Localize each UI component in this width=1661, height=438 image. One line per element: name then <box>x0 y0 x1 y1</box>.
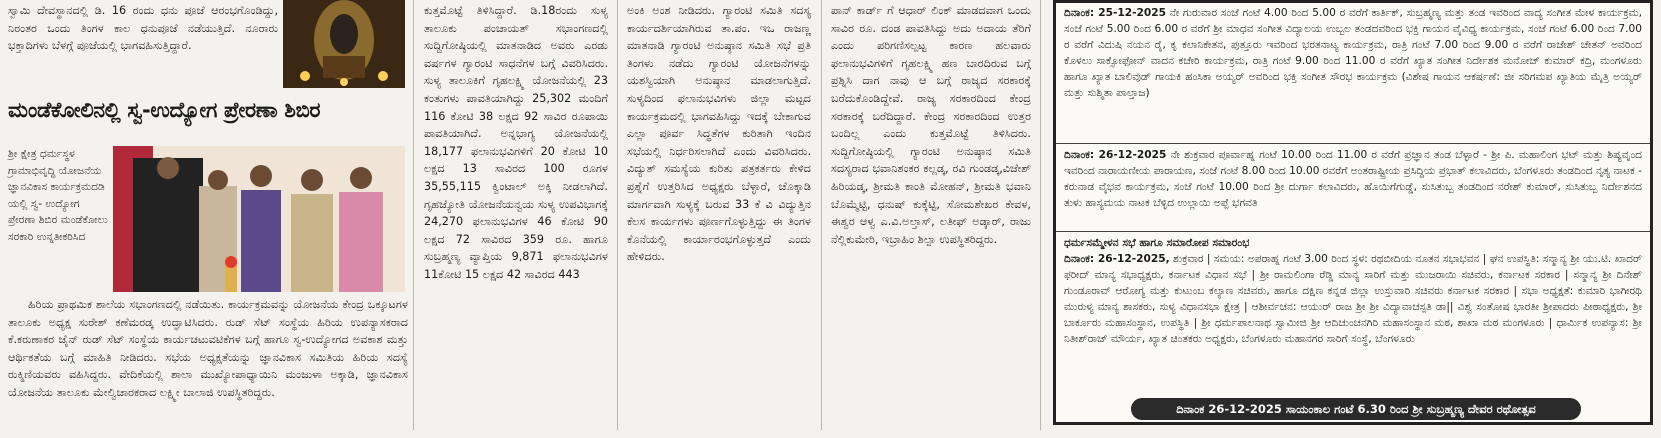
event-schedule-box <box>1053 0 1653 425</box>
schedule-day-2 <box>1064 147 1642 211</box>
ceremony-date: ದಿನಾಂಕ: 26-12-2025, <box>1064 253 1170 265</box>
article-column-4: ಪಾನ್ ಕಾರ್ಡ್ ಗೆ ಆಧಾರ್ ಲಿಂಕ್ ಮಾಡದವಾಗ ಒಂದು ಸಾವಿರ ರೂ. ದಂಡ ಪಾವತಿಸಿದ್ದು ಅದು ಅದಾಯ ತೆರಿಗೆ ಎಂದು ಪರಿಗಣಿಸಲ್ಪಟ್ಟ ಕಾರಣ ಹಲವಾರು ಫಲಾನುಭವಿಗಳಿಗೆ ಗೃಹಲಕ್ಷ್ಮಿ ಹಣ ಬಾರದಿರುವ ಬಗ್ಗೆ ಪ್ರಶ್ನಿಸಿ ದಾಗ ನಾವು ಆ ಬಗ್ಗೆ ರಾಜ್ಯದ ಸರಕಾರಕ್ಕೆ ಬರೆದುಕೊಂಡಿದ್ದೇವೆ. ರಾಜ್ಯ ಸರಕಾರದಿಂದ ಕೇಂದ್ರ ಸರಕಾರಕ್ಕೆ ಬರೆದಿದ್ದಾರೆ. ಕೇಂದ್ರ ಸರಕಾರದಿಂದ ಉತ್ತರ ಬಂದಿಲ್ಲ ಎಂದು ಕುತ್ತಮೊಟ್ಟೆ ತಿಳಿಸಿದರು. ಸುದ್ದಿಗೋಷ್ಠಿಯಲ್ಲಿ ಗ್ಯಾರಂಟಿ ಅನುಷ್ಠಾನ ಸಮಿತಿ ಸದಸ್ಯರಾದ ಭವಾನಿಶಂಕರ ಕಲ್ಲಡ್ಕ, ರವಿ ಗುಂಡಡ್ಕ,ವಿಜೇಶ್ ಹಿರಿಯಡ್ಕ, ಶ್ರೀಮತಿ ಕಾಂತಿ ಮೋಹನ್, ಶ್ರೀಮತಿ ಭವಾನಿ ಬೊಮ್ಮೆಟ್ಟಿ, ಧನುಷ್ ಕುಕ್ಕೆಟ್ಟಿ, ಸೋಮಶೇಖರ ಕೇವಳ, ಈಶ್ವರ ಆಳ್ವ ಎ.ವಿ.ಅಲ್ತಾಸ್, ಲತೀಫ್ ಅಡ್ಕಾರ್, ರಾಜು ನೆಲ್ಲಿಕುಮೇರಿ, ಇಬ್ರಾಹಿಂ ಶಿಲ್ಪಾ ಉಪಸ್ಥಿತರಿದ್ದರು. <box>831 4 1031 246</box>
ceremony-text: ಶುಕ್ರವಾರ | ಸಮಯ: ಅಪರಾಹ್ನ ಗಂಟೆ 3.00 ರಿಂದ ಸ್ಥಳ: ರಥಬೀದಿಯ ನೂತನ ಸಭಾಭವನ | ಘನ ಉಪಸ್ಥಿತಿ: ಸನ್ಮಾನ್ಯ ಶ್ರೀ ಯು.ಟಿ. ಖಾದರ್ ಫರೀದ್ ಮಾನ್ಯ ಸಭಾಧ್ಯಕ್ಷರು, ಕರ್ನಾಟಕ ವಿಧಾನ ಸಭೆ | ಶ್ರೀ ರಾಮಲಿಂಗಾ ರೆಡ್ಡಿ ಮಾನ್ಯ ಸಾರಿಗೆ ಮತ್ತು ಮುಜರಾಯಿ ಸಚಿವರು, ಕರ್ನಾಟಕ ಸರಕಾರ | ಸನ್ಮಾನ್ಯ ಶ್ರೀ ದಿನೇಶ್ ಗುಂಡೂರಾವ್ ಆರೋಗ್ಯ ಮತ್ತು ಕುಟುಂಬ ಕಲ್ಯಾಣ ಸಚಿವರು, ಹಾಗೂ ದಕ್ಷಿಣ ಕನ್ನಡ ಜಿಲ್ಲಾ ಉಸ್ತುವಾರಿ ಸಚಿವರು ಕರ್ನಾಟಕ ಸರಕಾರ | ಸಭಾ ಅಧ್ಯಕ್ಷತೆ: ಕುಮಾರಿ ಭಾಗೀರಥಿ ಮುರುಳ್ಯ ಮಾನ್ಯ ಶಾಸಕರು, ಸುಳ್ಯ ವಿಧಾನಸಭಾ ಕ್ಷೇತ್ರ | ಆಶೀರ್ವಚನ: ಆಯುರ್ ರಾಜ ಶ್ರೀ ಶ್ರೀ ವಿದ್ಯಾವಾಚಸ್ಪತಿ ಡಾ|| ವಿಶ್ವ ಸಂತೋಷ ಭಾರತೀ ಶ್ರೀಪಾದರು ಪೀಠಾಧ್ಯಕ್ಷರು, ಶ್ರೀ ಬಾರ್ಕೂರು ಮಹಾಸಂಸ್ಥಾನ, ಉಪಸ್ಥಿತಿ | ಶ್ರೀ ಧರ್ಮಪಾಲನಾಥ ಸ್ವಾಮೀಜಿ ಶ್ರೀ ಆದಿಚುಂಚನಗಿರಿ ಮಹಾಸಂಸ್ಥಾನ ಮಠ, ಶಾಖಾ ಮಠ ಮಂಗಳೂರು | ಧಾರ್ಮಿಕ ಉಪನ್ಯಾಸ: ಶ್ರೀ ನಿತೀಶ್‌ರಾಜ್ ಮೌರ್ಯ, ಖ್ಯಾತ ಚಿಂತಕರು ಅಧ್ಯಕ್ಷರು, ಬೆಂಗಳೂರು ಮಹಾನಗರ ಸಾರಿಗೆ ಸಂಸ್ಥೆ, ಬೆಂಗಳೂರು <box>1064 253 1642 345</box>
column-divider <box>821 0 822 430</box>
ceremony-heading: ಧರ್ಮಸಮ್ಮೇಳನ ಸಭೆ ಹಾಗೂ ಸಮಾರೋಪ ಸಮಾರಂಭ <box>1064 237 1250 249</box>
article-column-3: ಅಂಕಿ ಅಂಶ ನೀಡಿದರು. ಗ್ಯಾರಂಟಿ ಸಮಿತಿ ಸದಸ್ಯ ಕಾರ್ಯದರ್ಶಿಯಾಗಿರುವ ತಾ.ಪಂ. ಇಒ ರಾಜಣ್ಣ ಮಾತನಾಡಿ ಗ್ಯಾರಂಟಿ ಅನುಷ್ಠಾನ ಸಮಿತಿ ಸಭೆ ಪ್ರತಿ ತಿಂಗಳು ನಡೆದು ಗ್ಯಾರಂಟಿ ಯೋಜನೆಗಳನ್ನು ಯಶಸ್ವಿಯಾಗಿ ಅನುಷ್ಠಾನ ಮಾಡಲಾಗುತ್ತಿದೆ. ಸುಳ್ಯದಿಂದ ಫಲಾನುಭವಿಗಳು ಜಿಲ್ಲಾ ಮಟ್ಟದ ಕಾರ್ಯಕ್ರಮದಲ್ಲಿ ಭಾಗವಹಿಸಿದ್ದು ಇದಕ್ಕೆ ಬೇಕಾಗುವ ಎಲ್ಲಾ ಪೂರ್ವ ಸಿದ್ಧತೆಗಳ ಕುರಿತಾಗಿ ಇಂದಿನ ಸಭೆಯಲ್ಲಿ ನಿರ್ಧರಿಸಲಾಗಿದೆ ಎಂದು ವಿವರಿಸಿದರು. ವಿದ್ಯುತ್ ಸಮಸ್ಯೆಯ ಕುರಿತು ಪತ್ರಕರ್ತರು ಕೇಳಿದ ಪ್ರಶ್ನೆಗೆ ಉತ್ತರಿಸಿದ ಅಧ್ಯಕ್ಷರು ಬೆಳ್ಳಾರೆ, ಚೊಕ್ಕಾಡಿ ಮಾರ್ಗವಾಗಿ ಸುಳ್ಯಕ್ಕೆ ಬರುವ 33 ಕೆ ವಿ ವಿದ್ಯುತ್ತಿನ ಕೆಲಸ ಕಾರ್ಯಗಳು ಪೂರ್ಣಗೊಳ್ಳುತ್ತಿದ್ದು ಈ ತಿಂಗಳ ಕೊನೆಯಲ್ಲಿ ಕಾರ್ಯಾರಂಭಗೊಳ್ಳುತ್ತದೆ ಎಂದು ಹೇಳಿದರು. <box>627 4 811 264</box>
column-divider <box>617 0 618 430</box>
article-headline: ಮಂಡೆಕೋಲಿನಲ್ಲಿ ಸ್ವ-ಉದ್ಯೋಗ ಪ್ರೇರಣಾ ಶಿಬಿರ <box>8 98 321 122</box>
schedule-day-2-date: ದಿನಾಂಕ: 26-12-2025 <box>1064 149 1167 161</box>
schedule-day-2-text: ನೇ ಶುಕ್ರವಾರ ಪೂರ್ವಾಹ್ನ ಗಂಟೆ 10.00 ರಿಂದ 11.00 ರ ವರೆಗೆ ಪ್ರಜ್ಞಾನ ತಂಡ ಬೆಳ್ಳಾರೆ - ಶ್ರೀ ಪಿ. ಮಹಾಲಿಂಗ ಭಟ್ ಮತ್ತು ಶಿಷ್ಯವೃಂದ ಇವರಿಂದ ನಾರಾಯಣೀಯ ಪಾರಾಯಣ, ಸಂಜೆ ಗಂಟೆ 8.00 ರಿಂದ 10.00 ರವರೆಗೆ ಅಂತರಾಷ್ಟ್ರೀಯ ಪ್ರಸಿದ್ಧಿಯ ಪ್ರಭಾತ್ ಕಲಾವಿದರು, ಬೆಂಗಳೂರು ತಂಡದಿಂದ ನೃತ್ಯ ನಾಟಕ - ಕರುನಾಡ ವೈಭವ ಕಾರ್ಯಕ್ರಮ, ಸಂಜೆ ಗಂಟೆ 10.00 ರಿಂದ ಶ್ರೀ ದುರ್ಗಾ ಕಲಾವಿದರು, ಹೊಯಿಗೆಗುಡ್ಡೆ, ಸುಸಿತುಬ್ಬ ತಂಡದಿಂದ ನರೇಶ್ ಕುಮಾರ್, ಸುಸಿತುಬ್ಬ ನಿರ್ದೇಶನದ ತುಳು ಹಾಸ್ಯಮಯ ನಾಟಕ ಬೆಳ್ಳಿದ ಉಲ್ಲಾಯಿ ಅಪ್ಪೆ ಭಗವತಿ <box>1064 149 1643 209</box>
temple-photo <box>283 0 405 88</box>
article-side-text: ಶ್ರೀ ಕ್ಷೇತ್ರ ಧರ್ಮಸ್ಥಳ ಗ್ರಾಮಾಭಿವೃದ್ಧಿ ಯೋಜನೆಯ ಜ್ಞಾನವಿಕಾಸ ಕಾರ್ಯಕ್ರಮದಡಿ ಯಲ್ಲಿ ಸ್ವ- ಉದ್ಯೋಗ ಪ್ರೇರಣಾ ಶಿಬಿರ ಮಂಡೆಕೋಲು ಸರಕಾರಿ ಉನ್ನತೀಕರಿಸಿದ <box>8 148 108 243</box>
schedule-day-1 <box>1064 5 1642 101</box>
chariot-festival-banner: ದಿನಾಂಕ 26-12-2025 ಸಾಯಂಕಾಲ ಗಂಟೆ 6.30 ರಿಂದ ಶ್ರೀ ಸುಬ್ರಹ್ಮಣ್ಯ ದೇವರ ರಥೋತ್ಸವ <box>1131 398 1581 420</box>
article-column-2: ಕುತ್ತಮೊಟ್ಟೆ ತಿಳಿಸಿದ್ದಾರೆ. ಡಿ.18ರಂದು ಸುಳ್ಯ ತಾಲೂಕು ಪಂಚಾಯತ್ ಸಭಾಂಗಣದಲ್ಲಿ ಸುದ್ದಿಗೋಷ್ಠಿಯಲ್ಲಿ ಮಾತನಾಡಿದ ಅವರು ಎರಡು ವರ್ಷಗಳ ಗ್ಯಾರಂಟಿ ಸಾಧನೆಗಳ ಬಗ್ಗೆ ವಿವರಿಸಿದರು. ಸುಳ್ಯ ತಾಲೂಕಿಗೆ ಗೃಹಲಕ್ಷ್ಮಿ ಯೋಜನೆಯಲ್ಲಿ 23 ಕಂತುಗಳು ಪಾವತಿಯಾಗಿದ್ದು 25,302 ಮಂದಿಗೆ 116 ಕೋಟಿ 38 ಲಕ್ಷದ 92 ಸಾವಿರ ರೂಪಾಯಿ ಪಾವತಿಯಾಗಿದೆ. ಅನ್ನಭಾಗ್ಯ ಯೋಜನೆಯಲ್ಲಿ 18,177 ಫಲಾನುಭವಿಗಳಿಗೆ 20 ಕೋಟಿ 10 ಲಕ್ಷದ 13 ಸಾವಿರದ 100 ರೂಗಳ 35,55,115 ಕ್ವಿಂಟಾಲ್ ಅಕ್ಕಿ ನೀಡಲಾಗಿದೆ. ಗೃಹಜ್ಯೋತಿ ಯೋಜನೆಯನ್ವಯ ಸುಳ್ಯ ಉಪವಿಭಾಗಕ್ಕೆ 24,270 ಫಲಾನುಭವಿಗಳ 46 ಕೋಟಿ 90 ಲಕ್ಷದ 72 ಸಾವಿರದ 359 ರೂ. ಹಾಗೂ ಸುಬ್ರಹ್ಮಣ್ಯ ವ್ಯಾಪ್ತಿಯ 9,871 ಫಲಾನುಭವಿಗಳ 11ಕೋಟಿ 15 ಲಕ್ಷದ 42 ಸಾವಿರದ 443 <box>424 4 608 281</box>
section-divider <box>1056 231 1650 232</box>
article-intro-text: ಸ್ವಾಮಿ ದೇವಸ್ಥಾನದಲ್ಲಿ ಡಿ. 16 ರಂದು ಧನು ಪೂಜೆ ಆರಂಭಗೊಂಡಿದ್ದು, ನಿರಂತರ ಒಂದು ತಿಂಗಳ ಕಾಲ ಧನುಪೂಜೆ ನಡೆಯುತ್ತಿದೆ. ನೂರಾರು ಭಕ್ತಾದಿಗಳು ಬೆಳಗ್ಗೆ ಪೂಜೆಯಲ್ಲಿ ಭಾಗವಹಿಸುತ್ತಿದ್ದಾರೆ. <box>8 4 278 53</box>
article-body-text: ಹಿರಿಯ ಪ್ರಾಥಮಿಕ ಶಾಲೆಯ ಸಭಾಂಗಣದಲ್ಲಿ ನಡೆಯಿತು. ಕಾರ್ಯಕ್ರಮವನ್ನು ಯೋಜನೆಯ ಕೇಂದ್ರ ಒಕ್ಕೂಟಗಳ ತಾಲೂಕು ಅಧ್ಯಕ್ಷ ಸುರೇಶ್ ಕಣೆಮರಡ್ಕ ಉದ್ಘಾಟಿಸಿದರು. ರುಡ್ ಸೆಟ್ ಸಂಸ್ಥೆಯ ಹಿರಿಯ ಉಪನ್ಯಾಸಕರಾದ ಕೆ.ಕರುಣಾಕರ ಜೈನ್ ರುಡ್ ಸೆಟ್ ಸಂಸ್ಥೆಯ ಕಾರ್ಯಚಟುವಟಿಕೆಗಳ ಬಗ್ಗೆ ಹಾಗೂ ಸ್ವ-ಉದ್ಯೋಗದ ಅವಕಾಶ ಮತ್ತು ಆರ್ಥಿಕತೆಯ ಬಗ್ಗೆ ಮಾಹಿತಿ ನೀಡಿದರು. ಸಭೆಯ ಅಧ್ಯಕ್ಷತೆಯನ್ನು ಜ್ಞಾನವಿಕಾಸ ಸಮಿತಿಯ ಹಿರಿಯ ಸದಸ್ಯೆ ರುಕ್ಮಿಣಿಯವರು ವಹಿಸಿದ್ದರು. ವೇದಿಕೆಯಲ್ಲಿ ಶಾಲಾ ಮುಖ್ಯೋಪಾಧ್ಯಾಯಿನಿ ಮಂಜುಳಾ ಅಕ್ಕಾಡಿ, ಜ್ಞಾನವಿಕಾಸ ಯೋಜನೆಯ ತಾಲೂಕು ಮೇಲ್ವಿಚಾರಕರಾದ ಲಕ್ಷ್ಮೀ ಬಾಲಾಜಿ ಉಪಸ್ಥಿತರಿದ್ದರು. <box>8 298 408 399</box>
schedule-day-1-text: ನೇ ಗುರುವಾರ ಸಂಜೆ ಗಂಟೆ 4.00 ರಿಂದ 5.00 ರ ವರೆಗೆ ಕಾರ್ತಿಕ್, ಸುಬ್ರಹ್ಮಣ್ಯ ಮತ್ತು ತಂಡ ಇವರಿಂದ ವಾದ್ಯ ಸಂಗೀತ ಮೇಳ ಕಾರ್ಯಕ್ರಮ, ಸಂಜೆ ಗಂಟೆ 5.00 ರಿಂದ 6.00 ರ ವರೆಗೆ ಶ್ರೀ ಮಾಧವ ಸಂಗೀತ ವಿದ್ಯಾಲಯ ಉಬ್ಬಲ ತಂಡದವರಿಂದ ಭಕ್ತಿ ಗಾಯನ ವೈವಿಧ್ಯ ಕಾರ್ಯಕ್ರಮ, ಸಂಜೆ ಗಂಟೆ 6.00 ರಿಂದ 7.00 ರ ವರೆಗೆ ವಿದುಷಿ ನಯನ ರೈ, ಕೃ ಕಲಾನಿಕೇತನ, ಪುತ್ತೂರು ಇವರಿಂದ ಭರತನಾಟ್ಯ ಕಾರ್ಯಕ್ರಮ, ರಾತ್ರಿ ಗಂಟೆ 7.00 ರಿಂದ 9.00 ರ ವರೆಗೆ ರಾಜೇಶ್ ಚೇತನ್ ಅವರಿಂದ ಕೊಳಲು ಸಾಕ್ಸೋಫೋನ್ ವಾದನ ಕಚೇರಿ ಕಾರ್ಯಕ್ರಮ, ರಾತ್ರಿ ಗಂಟೆ 9.00 ರಿಂದ 11.00 ರ ವರೆಗೆ ಖ್ಯಾತ ಸಂಗೀತ ನಿರ್ದೇಶಕ ಮನೋಜ್ ಕುಮಾರ್ ಕದ್ರಿ, ಮಂಗಳೂರು ಹಾಗೂ ಖ್ಯಾತ ಬಾಲಿವುಡ್ ಗಾಯಕಿ ಹಂಸಿಕಾ ಅಯ್ಯರ್ ಅವರಿಂದ ಭಕ್ತಿ ಸಂಗೀತ ಸೌರಭ ಕಾರ್ಯಕ್ರಮ (ವಿಶೇಷ ಗಾಯನ ಆಕರ್ಷಣೆ: ಜೀ ಸರಿಗಮಪ ಖ್ಯಾತಿಯ ಮೈತ್ರಿ ಅಯ್ಯರ್ ಮತ್ತು ಸುಶ್ಮಿತಾ ಪಾಲ್ತಾಜ) <box>1064 7 1643 99</box>
ceremony-details <box>1064 251 1642 347</box>
column-divider <box>1040 0 1041 430</box>
section-divider <box>1056 143 1650 144</box>
column-divider <box>413 0 414 430</box>
schedule-day-1-date: ದಿನಾಂಕ: 25-12-2025 <box>1064 7 1167 19</box>
event-photo <box>113 146 405 292</box>
